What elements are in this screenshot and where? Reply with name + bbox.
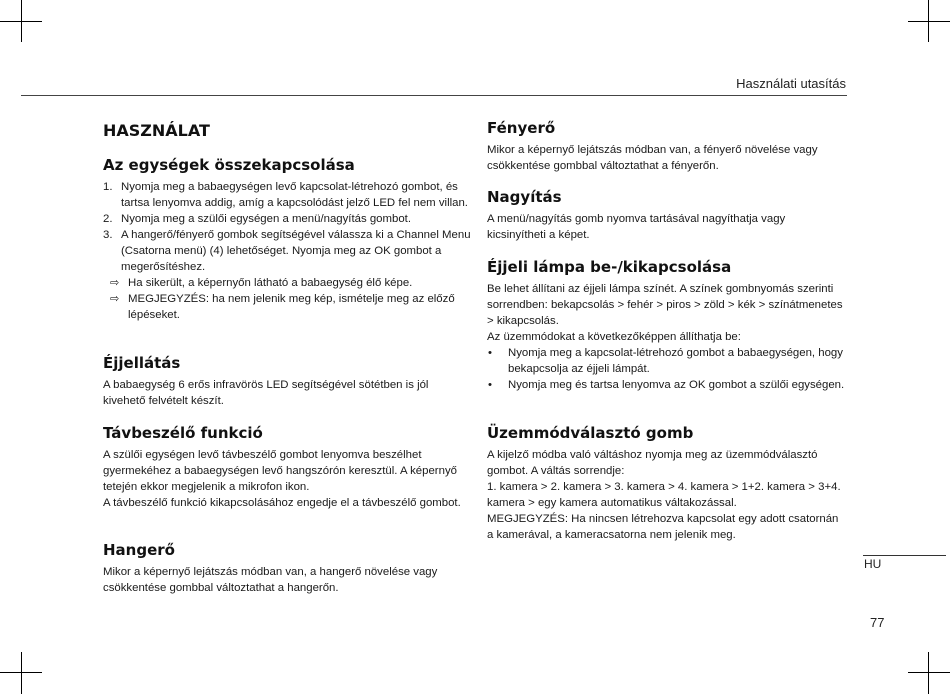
heading-connect: Az egységek összekapcsolása (103, 156, 355, 174)
mode-body-2: 1. kamera > 2. kamera > 3. kamera > 4. kamera > 1+2. kamera > 3+4. kamera > egy kamera automatikus váltakozással. (487, 481, 841, 509)
night-vision-body: A babaegység 6 erős infravörös LED segítségével sötétben is jól kivehető felvételt készít. (103, 379, 429, 407)
night-light-body-2: Az üzemmódokat a következőképpen állíthatja be: (487, 331, 741, 343)
night-light-bullets (487, 345, 847, 393)
heading-night-light: Éjjeli lámpa be-/kikapcsolása (487, 258, 732, 276)
section-night-light (487, 258, 847, 393)
heading-mode-button: Üzemmódválasztó gomb (487, 424, 694, 442)
arrow-icon: ⇨ (110, 277, 120, 289)
list-item: 1. Nyomja meg a babaegységen levő kapcsolat-létrehozó gombot, és tartsa lenyomva addig, amíg a kapcsolódást jelző LED fel nem villan. (103, 181, 468, 209)
crop-mark-bottom-right-h (908, 672, 950, 673)
heading-volume: Hangerő (103, 541, 175, 559)
list-item: 2. Nyomja meg a szülői egységen a menü/nagyítás gombot. (103, 213, 411, 225)
section-brightness (487, 119, 847, 174)
crop-mark-bottom-left-h (0, 672, 42, 673)
section-title-usage: HASZNÁLAT (103, 121, 210, 140)
brightness-body: Mikor a képernyő lejátszás módban van, a fényerő növelése vagy csökkentése gombbal változtathat a fényerőn. (487, 144, 818, 172)
section-talk (103, 424, 473, 511)
crop-mark-top-left-h (0, 21, 42, 22)
bullet-icon: • (488, 347, 492, 359)
section-zoom (487, 188, 847, 243)
language-tab-rule (863, 555, 946, 556)
crop-mark-bottom-right-v (928, 652, 929, 694)
heading-night-vision: Éjjellátás (103, 354, 181, 372)
bullet-icon: • (488, 379, 492, 391)
arrow-icon: ⇨ (110, 293, 120, 305)
connect-steps (103, 179, 473, 275)
heading-zoom: Nagyítás (487, 188, 562, 206)
crop-mark-bottom-left-v (21, 652, 22, 694)
heading-talk: Távbeszélő funkció (103, 424, 263, 442)
volume-body: Mikor a képernyő lejátszás módban van, a hangerő növelése vagy csökkentése gombbal változtathat a hangerőn. (103, 566, 438, 594)
list-item: 3. A hangerő/fényerő gombok segítségével válassza ki a Channel Menu (Csatorna menü) (4) lehetőséget. Nyomja meg az OK gombot a megerősítéshez. (103, 229, 471, 273)
section-connect (103, 156, 473, 174)
zoom-body: A menü/nagyítás gomb nyomva tartásával nagyíthatja vagy kicsinyítheti a képet. (487, 213, 786, 241)
connect-notes (103, 275, 473, 323)
running-header: Használati utasítás (736, 76, 846, 91)
list-item: • Nyomja meg és tartsa lenyomva az OK gombot a szülői egységen. (488, 379, 845, 391)
talk-body-2: A távbeszélő funkció kikapcsolásához engedje el a távbeszélő gombot. (103, 497, 461, 509)
talk-body-1: A szülői egységen levő távbeszélő gombot lenyomva beszélhet gyermekéhez a babaegységen levő hangszórón keresztül. A képernyő tetején ekkor megjelenik a mikrofon ikon. (103, 449, 457, 493)
night-light-body-1: Be lehet állítani az éjjeli lámpa színét. A színek gombnyomás szerinti sorrendben: bekapcsolás > fehér > piros > zöld > kék > színátmenetes > kikapcsolás. (487, 283, 843, 327)
page-number: 77 (870, 615, 885, 630)
language-label: HU (864, 557, 882, 571)
section-night-vision (103, 354, 473, 409)
heading-brightness: Fényerő (487, 119, 556, 137)
header-rule (21, 95, 847, 96)
section-mode-button (487, 424, 847, 543)
list-item: ⇨ MEGJEGYZÉS: ha nem jelenik meg kép, ismételje meg az előző lépéseket. (110, 293, 455, 321)
section-volume (103, 541, 473, 596)
crop-mark-top-right-h (908, 21, 950, 22)
list-item: ⇨ Ha sikerült, a képernyőn látható a babaegység élő képe. (110, 277, 413, 289)
mode-body-1: A kijelző módba való váltáshoz nyomja meg az üzemmódválasztó gombot. A váltás sorrendje: (487, 449, 818, 477)
list-item: • Nyomja meg a kapcsolat-létrehozó gombot a babaegységen, hogy bekapcsolja az éjjeli lámpát. (488, 347, 843, 375)
mode-body-3: MEGJEGYZÉS: Ha nincsen létrehozva kapcsolat egy adott csatornán a kamerával, a kameracsatorna nem jelenik meg. (487, 513, 839, 541)
